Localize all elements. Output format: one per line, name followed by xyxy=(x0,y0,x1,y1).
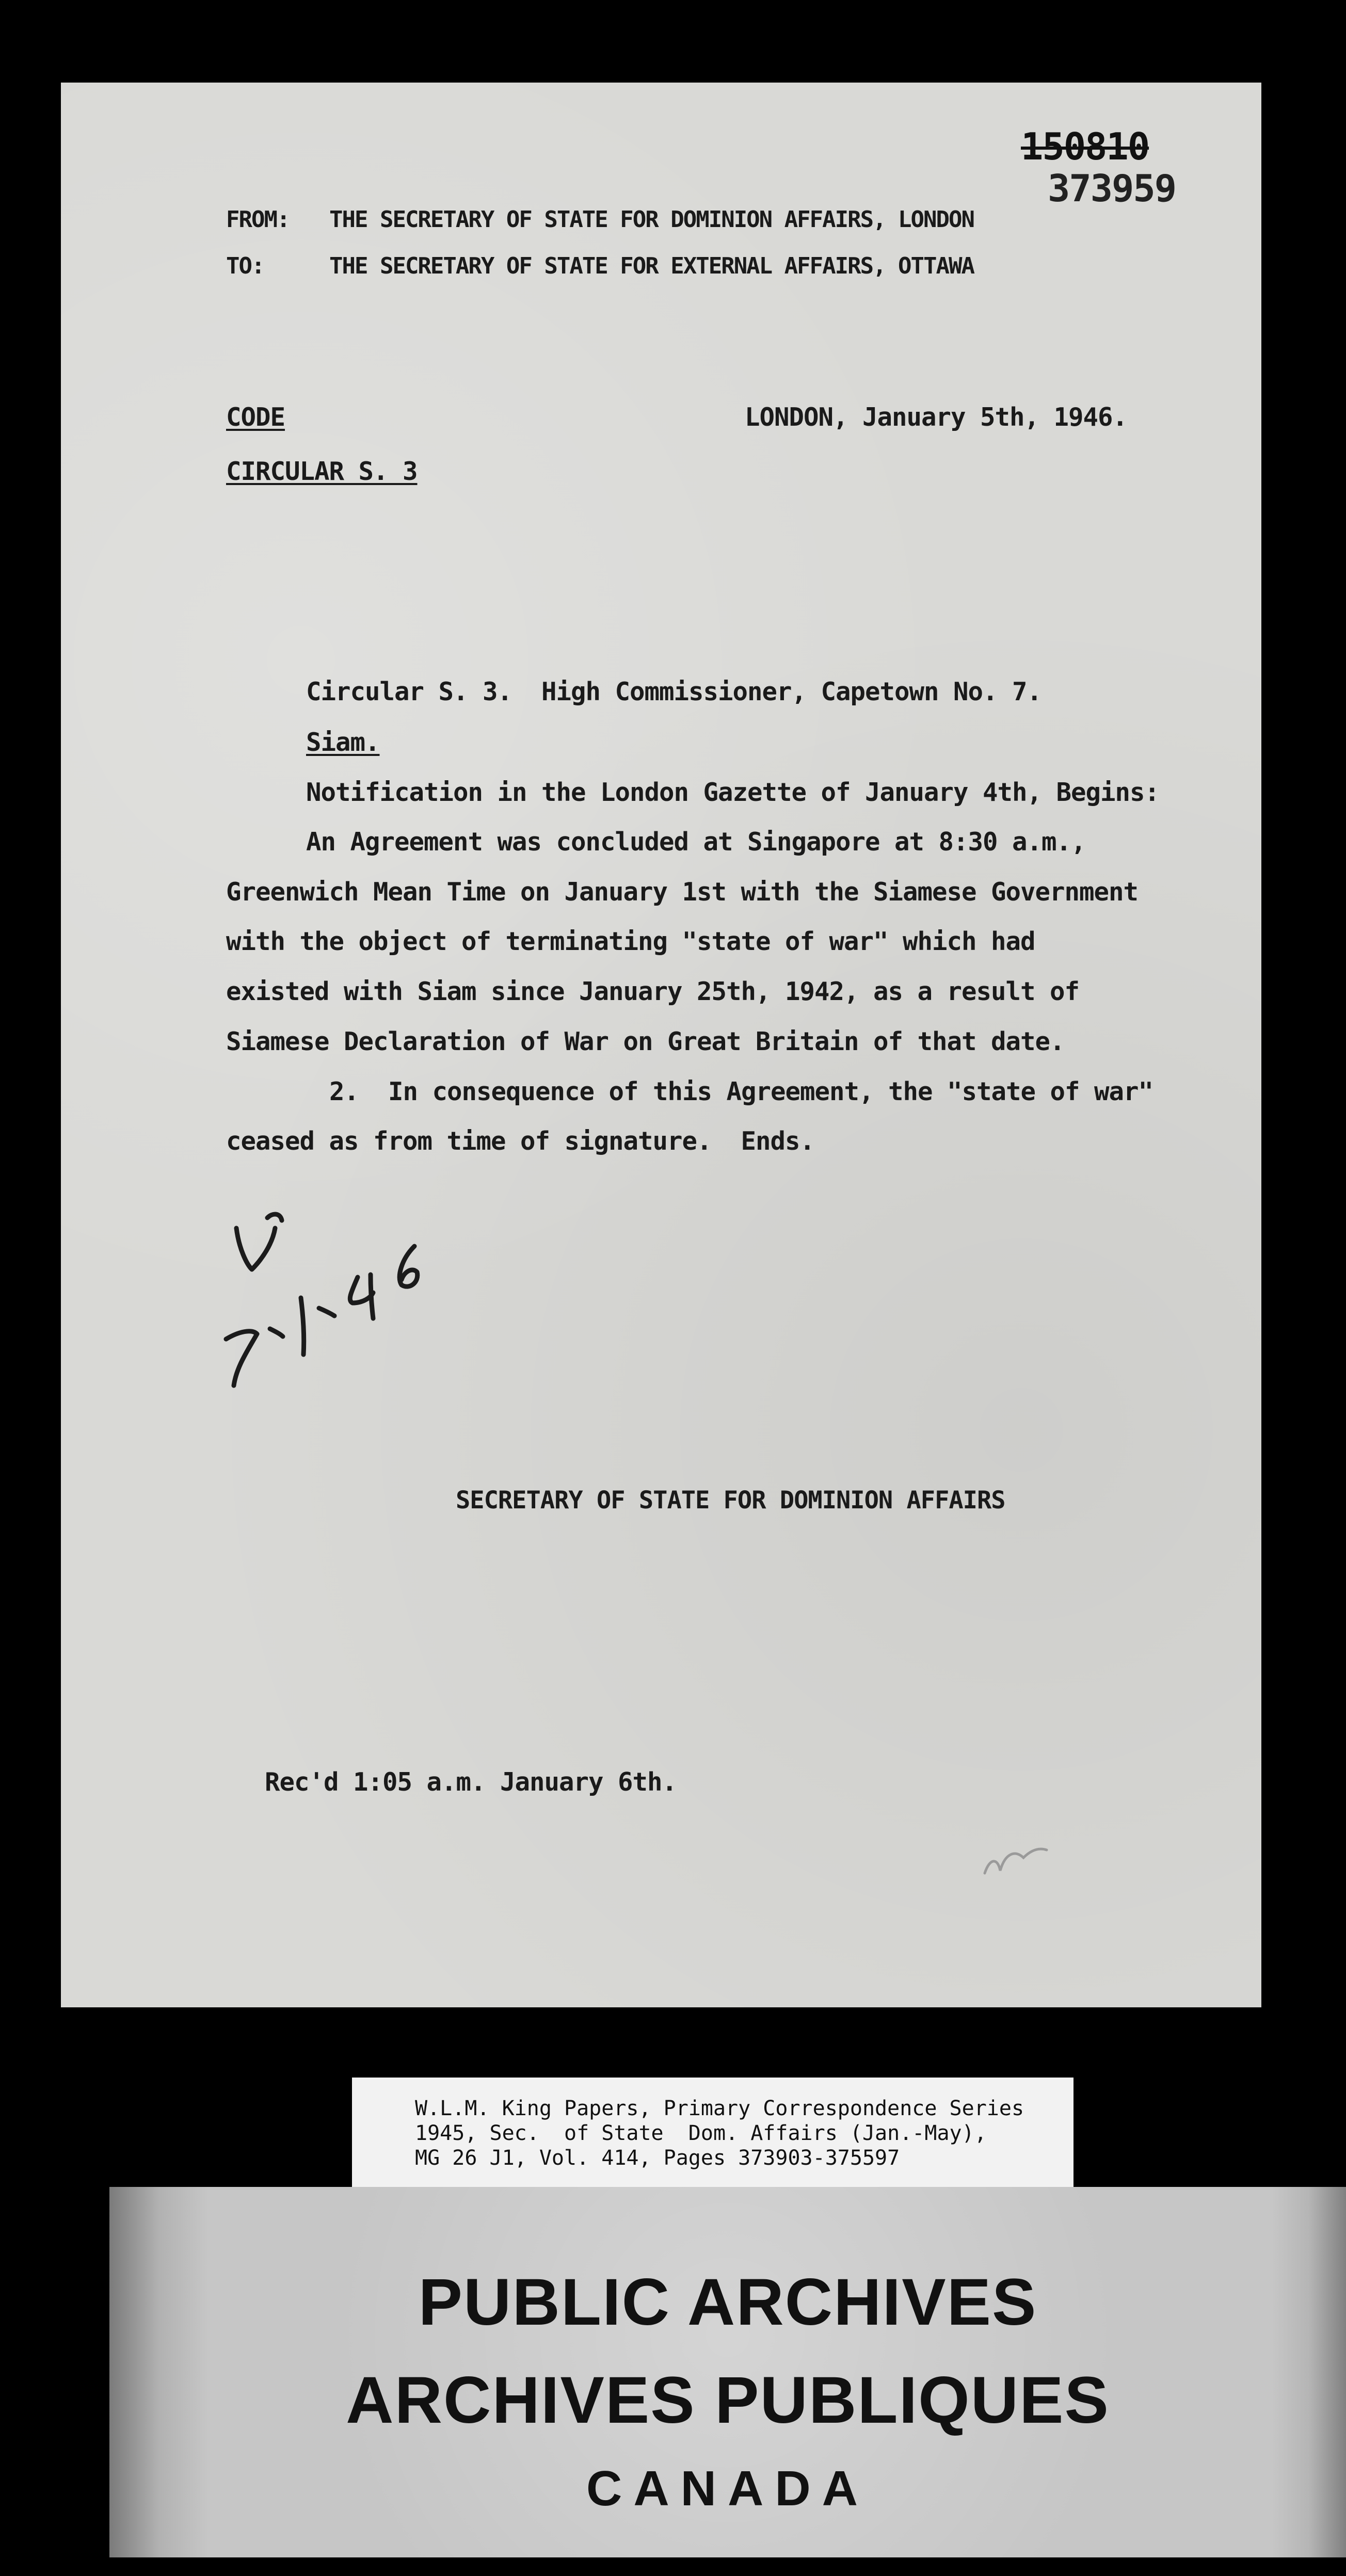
place-date: LONDON, January 5th, 1946. xyxy=(745,403,1128,432)
body-line: ceased as from time of signature. Ends. xyxy=(226,1126,815,1156)
to-label: TO: xyxy=(226,253,264,279)
body-heading: Circular S. 3. High Commissioner, Capetown No. 7. xyxy=(306,677,1042,706)
code-label: CODE xyxy=(226,403,285,432)
body-line: with the object of terminating "state of war" which had xyxy=(226,927,1035,956)
body-line: Notification in the London Gazette of January 4th, Begins: xyxy=(306,778,1160,807)
archives-stamp xyxy=(109,2187,1346,2557)
archive-label-line: W.L.M. King Papers, Primary Correspondence Series xyxy=(415,2097,1024,2120)
circular-reference: CIRCULAR S. 3 xyxy=(226,457,418,486)
body-line: existed with Siam since January 25th, 1942, as a result of xyxy=(226,977,1080,1006)
signature-block: SECRETARY OF STATE FOR DOMINION AFFAIRS xyxy=(456,1486,1005,1515)
body-line: Siamese Declaration of War on Great Britain of that date. xyxy=(226,1027,1065,1056)
subject-line: Siam. xyxy=(306,728,380,757)
received-note: Rec'd 1:05 a.m. January 6th. xyxy=(265,1767,677,1797)
to-value: THE SECRETARY OF STATE FOR EXTERNAL AFFAIRS, OTTAWA xyxy=(329,253,974,279)
pencil-mark-icon xyxy=(974,1837,1057,1894)
archive-reference-label xyxy=(352,2078,1073,2191)
archive-label-line: 1945, Sec. of State Dom. Affairs (Jan.-May), xyxy=(415,2121,987,2145)
stamp-line-canada: CANADA xyxy=(586,2461,869,2516)
from-value: THE SECRETARY OF STATE FOR DOMINION AFFAIRS, LONDON xyxy=(329,206,974,233)
body-line: 2. In consequence of this Agreement, the "state of war" xyxy=(329,1077,1153,1106)
document-page xyxy=(61,83,1261,2007)
stamp-line-archives-publiques: ARCHIVES PUBLIQUES xyxy=(346,2363,1110,2437)
archive-label-line: MG 26 J1, Vol. 414, Pages 373903-375597 xyxy=(415,2146,900,2170)
stamp-line-public-archives: PUBLIC ARCHIVES xyxy=(418,2265,1037,2339)
serial-number-new: 373959 xyxy=(1048,167,1176,210)
body-line: Greenwich Mean Time on January 1st with the Siamese Government xyxy=(226,877,1139,907)
body-line: An Agreement was concluded at Singapore at 8:30 a.m., xyxy=(306,827,1086,857)
handwritten-note-initials-date xyxy=(216,1208,453,1435)
serial-number-old: 150810 xyxy=(1021,125,1149,168)
from-label: FROM: xyxy=(226,206,290,233)
